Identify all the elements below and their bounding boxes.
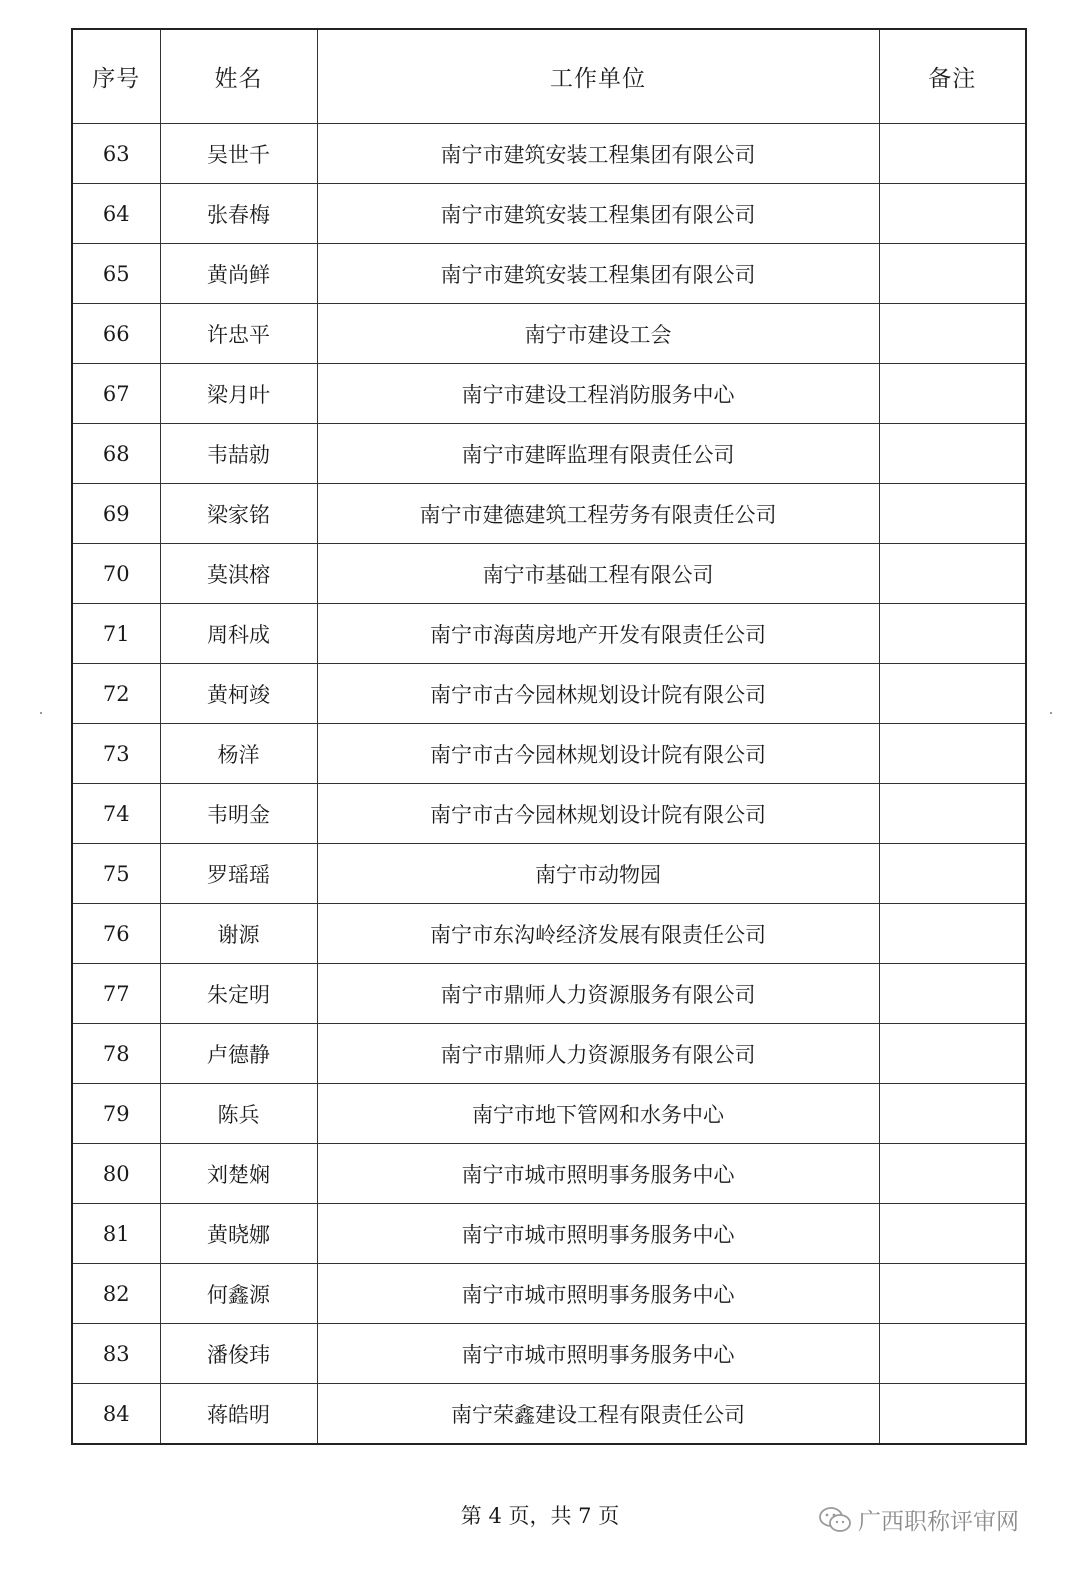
row-remark	[879, 1384, 1026, 1445]
roster-table	[71, 28, 1027, 1445]
row-unit: 南宁市城市照明事务服务中心	[317, 1204, 879, 1264]
row-index: 78	[72, 1024, 160, 1084]
table-row	[72, 124, 1026, 184]
row-unit: 南宁市建筑安装工程集团有限公司	[317, 244, 879, 304]
row-remark	[879, 604, 1026, 664]
table-row	[72, 484, 1026, 544]
row-remark	[879, 1024, 1026, 1084]
row-remark	[879, 544, 1026, 604]
header-remark: 备注	[879, 29, 1026, 124]
row-index: 75	[72, 844, 160, 904]
row-name: 卢德静	[160, 1024, 317, 1084]
table-row	[72, 964, 1026, 1024]
row-index: 83	[72, 1324, 160, 1384]
table-row	[72, 844, 1026, 904]
row-index: 66	[72, 304, 160, 364]
row-index: 74	[72, 784, 160, 844]
row-name: 黄尚鲜	[160, 244, 317, 304]
row-index: 63	[72, 124, 160, 184]
row-unit: 南宁市建设工会	[317, 304, 879, 364]
row-remark	[879, 844, 1026, 904]
row-name: 梁家铭	[160, 484, 317, 544]
row-unit: 南宁市鼎师人力资源服务有限公司	[317, 964, 879, 1024]
row-index: 67	[72, 364, 160, 424]
table-row	[72, 1324, 1026, 1384]
row-name: 何鑫源	[160, 1264, 317, 1324]
table-row	[72, 1264, 1026, 1324]
row-remark	[879, 784, 1026, 844]
row-name: 张春梅	[160, 184, 317, 244]
page-footer: 第 4 页，共 7 页	[460, 1504, 620, 1528]
row-index: 68	[72, 424, 160, 484]
row-unit: 南宁市城市照明事务服务中心	[317, 1324, 879, 1384]
table-row	[72, 1084, 1026, 1144]
table-row	[72, 904, 1026, 964]
header-unit: 工作单位	[317, 29, 879, 124]
row-remark	[879, 1264, 1026, 1324]
row-name: 杨洋	[160, 724, 317, 784]
wechat-icon	[818, 1506, 852, 1534]
watermark-text: 广西职称评审网	[858, 1509, 1019, 1535]
table-row	[72, 604, 1026, 664]
row-remark	[879, 1204, 1026, 1264]
table-row	[72, 544, 1026, 604]
row-name: 莫淇榕	[160, 544, 317, 604]
row-name: 许忠平	[160, 304, 317, 364]
table-row	[72, 184, 1026, 244]
row-index: 70	[72, 544, 160, 604]
row-unit: 南宁市动物园	[317, 844, 879, 904]
row-name: 陈兵	[160, 1084, 317, 1144]
row-name: 黄晓娜	[160, 1204, 317, 1264]
table-row	[72, 244, 1026, 304]
row-index: 69	[72, 484, 160, 544]
row-index: 79	[72, 1084, 160, 1144]
row-unit: 南宁市东沟岭经济发展有限责任公司	[317, 904, 879, 964]
table-row	[72, 364, 1026, 424]
row-unit: 南宁市古今园林规划设计院有限公司	[317, 784, 879, 844]
row-remark	[879, 184, 1026, 244]
row-unit: 南宁市古今园林规划设计院有限公司	[317, 724, 879, 784]
row-unit: 南宁市建晖监理有限责任公司	[317, 424, 879, 484]
table-row	[72, 784, 1026, 844]
table-row	[72, 1204, 1026, 1264]
row-name: 罗瑶瑶	[160, 844, 317, 904]
row-name: 吴世千	[160, 124, 317, 184]
row-name: 梁月叶	[160, 364, 317, 424]
row-remark	[879, 244, 1026, 304]
row-remark	[879, 424, 1026, 484]
row-unit: 南宁市建筑安装工程集团有限公司	[317, 184, 879, 244]
row-unit: 南宁市建筑安装工程集团有限公司	[317, 124, 879, 184]
row-name: 韦明金	[160, 784, 317, 844]
scan-speck	[40, 712, 42, 714]
row-name: 谢源	[160, 904, 317, 964]
table-row	[72, 424, 1026, 484]
row-unit: 南宁市建德建筑工程劳务有限责任公司	[317, 484, 879, 544]
row-name: 潘俊玮	[160, 1324, 317, 1384]
row-index: 84	[72, 1384, 160, 1445]
row-remark	[879, 964, 1026, 1024]
header-name: 姓名	[160, 29, 317, 124]
table-row	[72, 1024, 1026, 1084]
row-remark	[879, 1144, 1026, 1204]
row-unit: 南宁市古今园林规划设计院有限公司	[317, 664, 879, 724]
watermark	[818, 1503, 1019, 1536]
row-name: 韦喆勍	[160, 424, 317, 484]
row-name: 周科成	[160, 604, 317, 664]
row-index: 71	[72, 604, 160, 664]
row-name: 刘楚娴	[160, 1144, 317, 1204]
row-index: 64	[72, 184, 160, 244]
row-index: 73	[72, 724, 160, 784]
row-remark	[879, 724, 1026, 784]
row-remark	[879, 364, 1026, 424]
row-index: 76	[72, 904, 160, 964]
row-unit: 南宁荣鑫建设工程有限责任公司	[317, 1384, 879, 1445]
row-index: 65	[72, 244, 160, 304]
row-remark	[879, 484, 1026, 544]
table-row	[72, 1384, 1026, 1445]
row-remark	[879, 124, 1026, 184]
row-remark	[879, 664, 1026, 724]
row-unit: 南宁市地下管网和水务中心	[317, 1084, 879, 1144]
row-index: 81	[72, 1204, 160, 1264]
scan-speck	[1050, 712, 1052, 714]
row-unit: 南宁市城市照明事务服务中心	[317, 1264, 879, 1324]
table-body	[72, 124, 1026, 1445]
row-name: 蒋皓明	[160, 1384, 317, 1445]
row-index: 82	[72, 1264, 160, 1324]
row-index: 72	[72, 664, 160, 724]
row-remark	[879, 304, 1026, 364]
table-row	[72, 1144, 1026, 1204]
table-header-row	[72, 29, 1026, 124]
table-row	[72, 664, 1026, 724]
row-index: 80	[72, 1144, 160, 1204]
table-row	[72, 724, 1026, 784]
row-name: 朱定明	[160, 964, 317, 1024]
table-row	[72, 304, 1026, 364]
row-unit: 南宁市鼎师人力资源服务有限公司	[317, 1024, 879, 1084]
row-unit: 南宁市城市照明事务服务中心	[317, 1144, 879, 1204]
row-remark	[879, 904, 1026, 964]
row-index: 77	[72, 964, 160, 1024]
row-unit: 南宁市基础工程有限公司	[317, 544, 879, 604]
row-remark	[879, 1324, 1026, 1384]
header-index: 序号	[72, 29, 160, 124]
row-name: 黄柯竣	[160, 664, 317, 724]
row-unit: 南宁市海茵房地产开发有限责任公司	[317, 604, 879, 664]
row-remark	[879, 1084, 1026, 1144]
row-unit: 南宁市建设工程消防服务中心	[317, 364, 879, 424]
